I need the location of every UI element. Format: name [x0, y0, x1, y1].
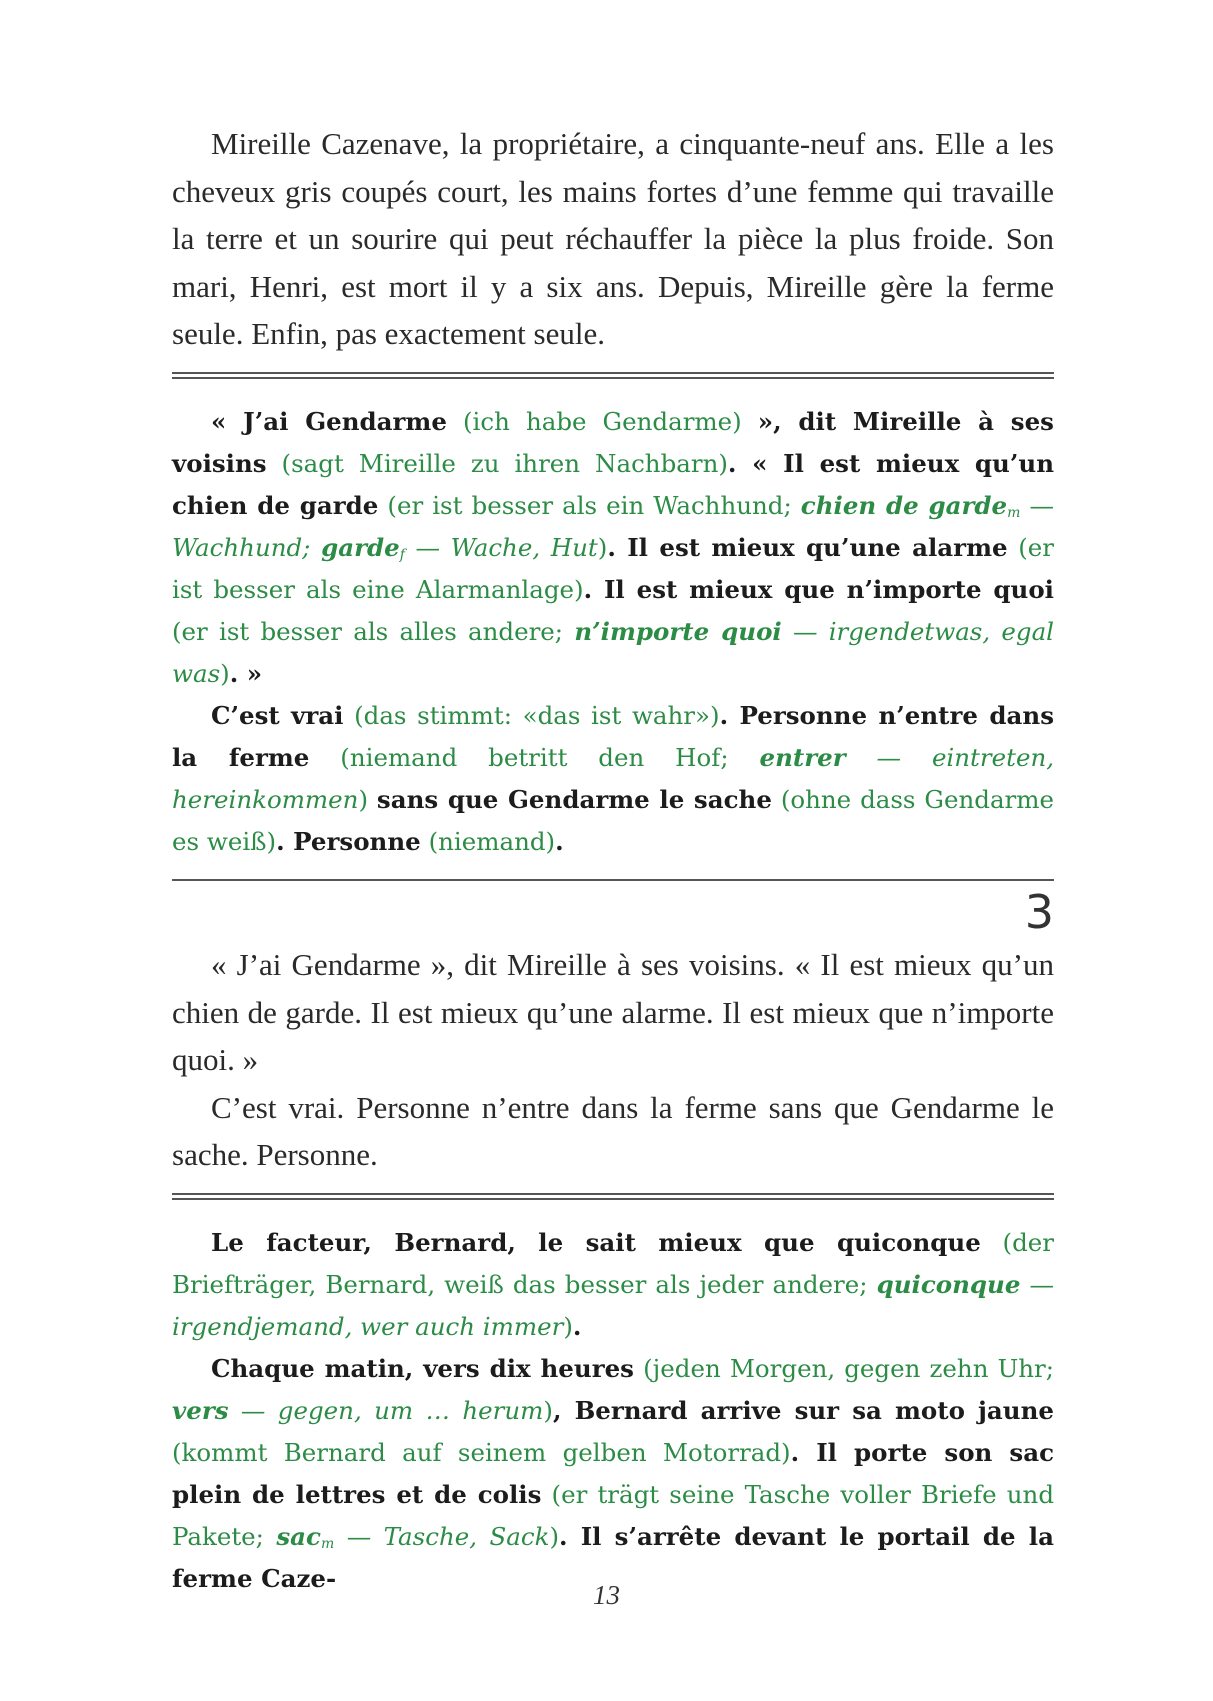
german-gloss: (er ist besser als eine Alarmanlage) — [172, 532, 1054, 604]
vocab-definition: — eintreten, hereinkommen — [172, 742, 1055, 814]
german-gloss: (ich habe Gendarme) — [463, 406, 742, 436]
french-phrase: . Il est mieux qu’une alarme — [607, 532, 1008, 562]
vocab-term: quiconque — [876, 1269, 1021, 1299]
german-gloss: (ohne dass Gendarme es weiß) — [172, 784, 1054, 856]
vocab-definition: — Wache, Hut — [415, 532, 598, 562]
vocab-definition: — Wachhund; — [172, 490, 1054, 562]
annotated-paragraph-2: C’est vrai (das stimmt: «das ist wahr»). Personne n’entre dans la ferme (niemand betritt den Hof; entrer — eintreten, hereinkommen) sans que Gendarme le sache (ohne dass Gendarme es weiß). Personne (niemand). — [172, 700, 1055, 856]
german-gloss: (niemand) — [428, 826, 556, 856]
plain-paragraph-3: C’est vrai. Personne n’entre dans la ferme sans que Gendarme le sache. Personne. — [172, 1089, 1054, 1173]
plain-paragraph-1: Mireille Cazenave, la propriétaire, a cinquante-neuf ans. Elle a les cheveux gris coupés court, les mains fortes d’une femme qui travaille la terre et un sourire qui peut réchauffer la pièce la plus froide. Son mari, Henri, est mort il y a six ans. Depuis, Mireille gère la ferme seule. Enfin, pas exactement seule. — [172, 126, 1054, 352]
german-gloss: (niemand betritt den Hof; — [340, 742, 729, 772]
german-gloss: (der Briefträger, Bernard, weiß das besser als jeder andere; — [172, 1227, 1054, 1299]
vocab-term: n’importe quoi — [574, 616, 782, 646]
plain-paragraph-2: « J’ai Gendarme », dit Mireille à ses voisins. « Il est mieux qu’un chien de garde. Il est mieux qu’une alarme. Il est mieux que n’importe quoi. » — [172, 946, 1054, 1078]
german-gloss: (jeden Morgen, gegen zehn Uhr; — [643, 1353, 1054, 1383]
annotated-paragraph-1: « J’ai Gendarme (ich habe Gendarme) », dit Mireille à ses voisins (sagt Mireille zu ihren Nachbarn). « Il est mieux qu’un chien de garde (er ist besser als ein Wachhund; chien de garde$_m$ — Wachhund; garde$_f$ — Wache, Hut). Il est mieux qu’une alarme (er ist besser als eine Alarmanlage). Il est mieux que n’importe quoi (er ist besser als alles andere; n’importe quoi — irgendetwas, egal was). » — [172, 406, 1055, 688]
french-phrase: . Personne — [276, 826, 421, 856]
german-gloss: (er trägt seine Tasche voller Briefe und Pakete; — [172, 1479, 1054, 1551]
german-gloss: (das stimmt: «das ist wahr») — [354, 700, 720, 730]
french-phrase: « J’ai Gendarme — [211, 406, 447, 436]
vocab-term: vers — [172, 1395, 229, 1425]
vocab-term: entrer — [759, 742, 846, 772]
french-phrase: . » — [229, 658, 263, 688]
french-phrase: , Bernard arrive sur sa moto jaune — [552, 1395, 1054, 1425]
french-phrase: . Personne n’entre dans la ferme — [172, 700, 1054, 772]
gender-marker: m — [320, 1535, 335, 1552]
french-phrase: . « Il est mieux qu’un chien de garde — [172, 448, 1055, 520]
french-phrase: . — [555, 826, 564, 856]
french-phrase: Chaque matin, vers dix heures — [211, 1353, 634, 1383]
vocab-term: chien de garde — [800, 490, 1008, 520]
page-content — [172, 120, 1054, 1600]
vocab-definition: — Tasche, Sack — [346, 1521, 550, 1551]
german-gloss: (er ist besser als alles andere; — [172, 616, 564, 646]
vocab-term: sac — [276, 1521, 321, 1551]
german-gloss: (er ist besser als ein Wachhund; — [387, 490, 792, 520]
german-gloss: (kommt Bernard auf seinem gelben Motorrad) — [172, 1437, 791, 1467]
french-phrase: . — [572, 1311, 582, 1341]
vocab-definition: — irgendjemand, wer auch immer — [172, 1269, 1055, 1341]
vocab-term: garde — [321, 532, 400, 562]
section-number: 3 — [1024, 884, 1054, 939]
french-phrase: C’est vrai — [211, 700, 344, 730]
annotated-paragraph-3: Le facteur, Bernard, le sait mieux que quiconque (der Briefträger, Bernard, weiß das besser als jeder andere; quiconque — irgendjemand, wer auch immer). — [172, 1227, 1055, 1341]
french-phrase: . Il s’arrête devant le portail de la ferme Caze- — [172, 1521, 1054, 1593]
german-gloss: (sagt Mireille zu ihren Nachbarn) — [281, 448, 728, 478]
double-rule-divider — [172, 1193, 1054, 1200]
french-phrase: . Il est mieux que n’importe quoi — [583, 574, 1054, 604]
french-phrase: », dit Mireille à ses voisins — [172, 406, 1054, 478]
french-phrase: sans que Gendarme le sache — [376, 784, 772, 814]
french-phrase: Le facteur, Bernard, le sait mieux que quiconque — [211, 1227, 981, 1257]
vocab-definition: — gegen, um … herum — [240, 1395, 544, 1425]
annotated-paragraph-4: Chaque matin, vers dix heures (jeden Morgen, gegen zehn Uhr; vers — gegen, um … herum), Bernard arrive sur sa moto jaune (kommt Bernard auf seinem gelben Motorrad). Il porte son sac plein de lettres et de colis (er trägt seine Tasche voller Briefe und Pakete; sac$_m$ — Tasche, Sack). Il s’arrête devant le portail de la ferme Caze- — [172, 1353, 1054, 1593]
french-phrase: . Il porte son sac plein de lettres et de colis — [172, 1437, 1054, 1509]
gender-marker: f — [399, 546, 405, 563]
vocab-definition: — irgendetwas, egal was — [172, 616, 1055, 688]
page-number: 13 — [593, 1580, 620, 1610]
double-rule-divider — [172, 372, 1054, 379]
gender-marker: m — [1007, 504, 1021, 521]
